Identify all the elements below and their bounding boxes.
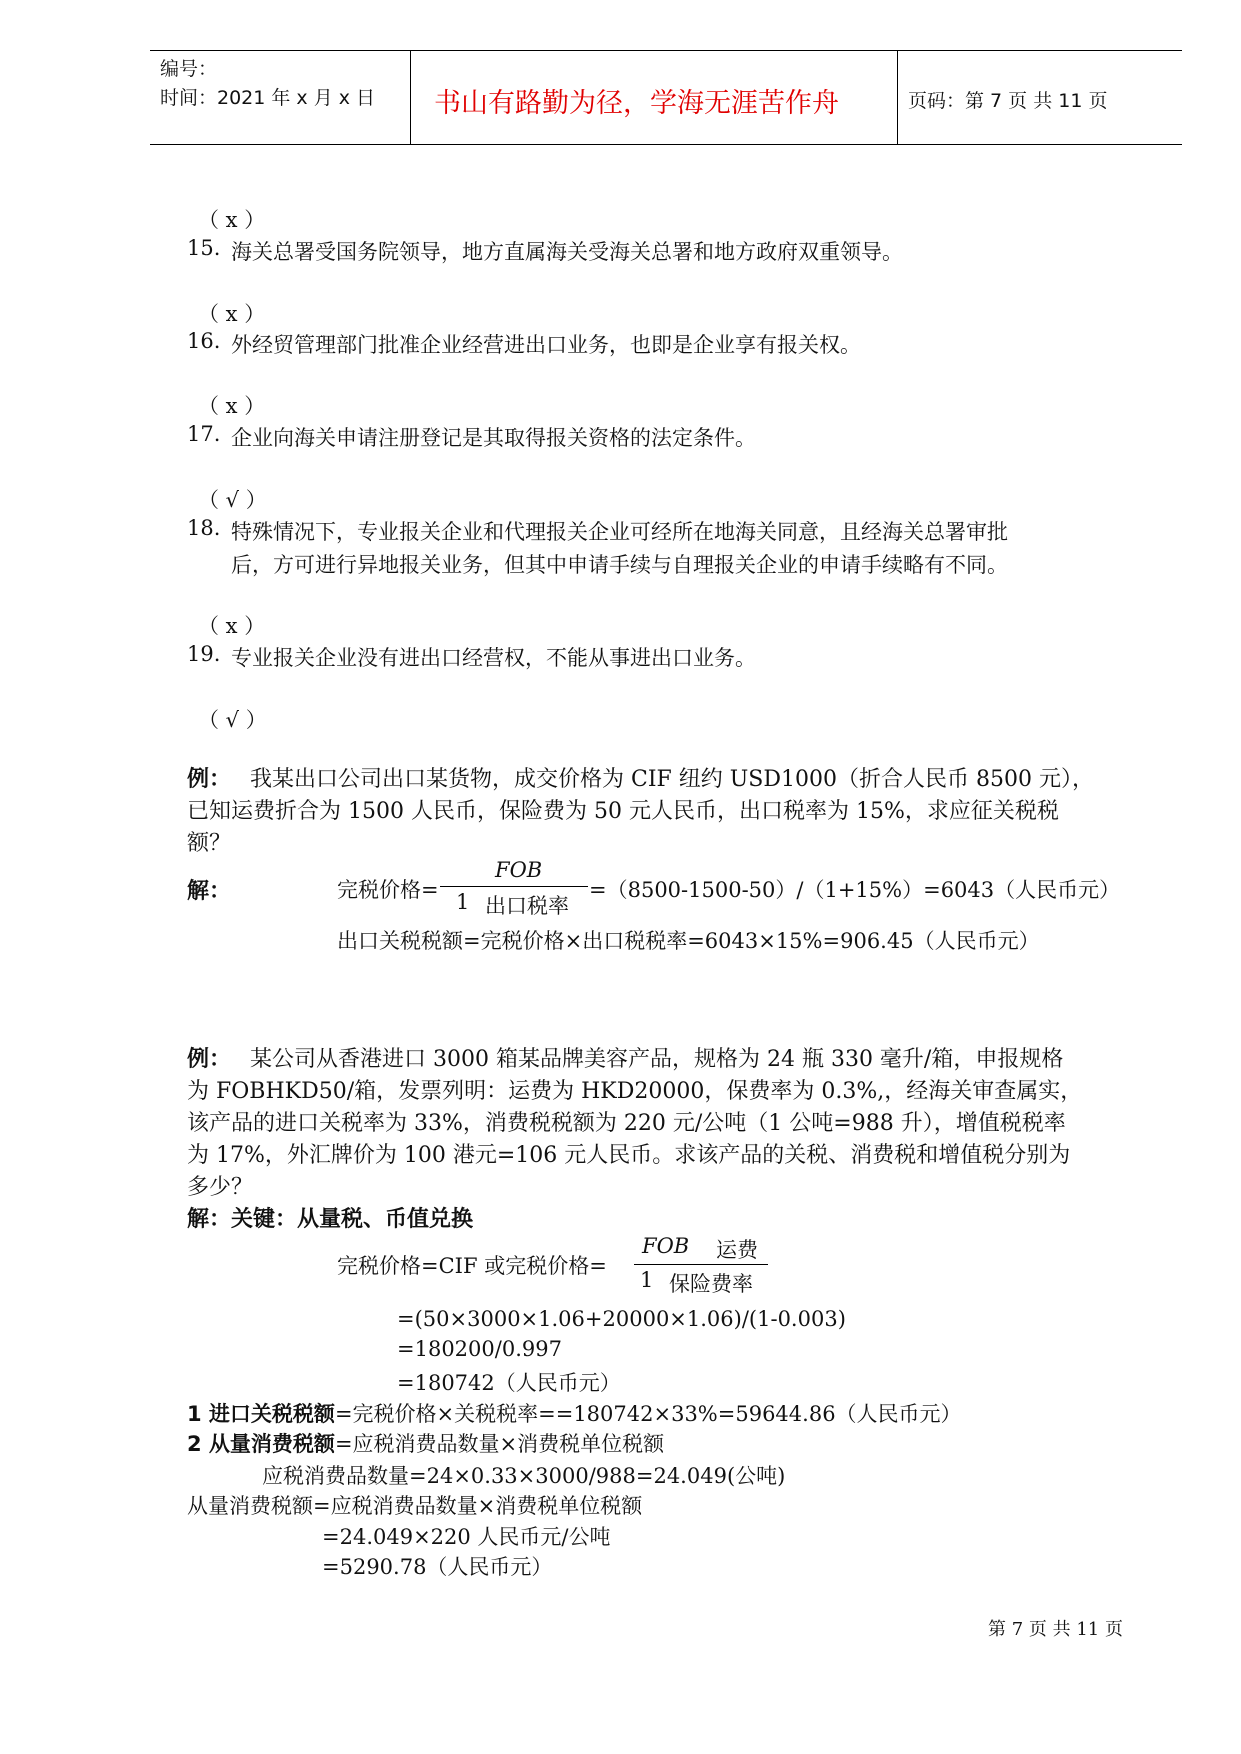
answer-mark: （ √ ） <box>198 488 267 512</box>
fraction-bar <box>440 886 588 887</box>
header-divider-right <box>897 50 898 145</box>
header-time: 时间：2021 年 x 月 x 日 <box>160 87 376 109</box>
fraction-numerator-b: 运费 <box>716 1238 758 1262</box>
solution-label: 解： <box>187 879 232 904</box>
question-text: 专业报关企业没有进出口经营权，不能从事进出口业务。 <box>231 646 756 670</box>
example-text-line: 多少？ <box>187 1175 254 1200</box>
fraction-denominator-one: 1 <box>640 1268 654 1292</box>
formula-lhs: 完税价格=CIF 或完税价格= <box>337 1254 607 1278</box>
fraction-bar <box>634 1264 768 1265</box>
header-motto: 书山有路勤为径，学海无涯苦作舟 <box>434 88 839 119</box>
footer-page-number: 第 7 页 共 11 页 <box>988 1619 1123 1640</box>
answer-mark: （ x ） <box>198 614 266 638</box>
question-number: 19. <box>187 642 221 666</box>
question-text: 海关总署受国务院领导，地方直属海关受海关总署和地方政府双重领导。 <box>231 240 903 264</box>
header-top-rule <box>150 50 1182 51</box>
answer-mark: （ x ） <box>198 394 266 418</box>
item-heading: 2 从量消费税额 <box>187 1432 335 1456</box>
quantity-line: 应税消费品数量=24×0.33×3000/988=24.049(公吨) <box>262 1464 786 1488</box>
example-text-line: 额？ <box>187 831 232 856</box>
item-formula: =应税消费品数量×消费税单位税额 <box>334 1432 665 1456</box>
example-text-line: 为 FOBHKD50/箱，发票列明：运费为 HKD20000，保费率为 0.3%,，经海关审查属实， <box>187 1079 1083 1104</box>
header-page-code: 页码：第 7 页 共 11 页 <box>908 90 1108 112</box>
formula-rhs: =（8500-1500-50）/（1+15%）=6043（人民币元） <box>589 878 1121 902</box>
answer-mark: （ x ） <box>198 302 266 326</box>
question-text-continued: 后，方可进行异地报关业务，但其中申请手续与自理报关企业的申请手续略有不同。 <box>231 553 1008 577</box>
fraction-denominator-one: 1 <box>456 890 470 914</box>
question-text: 外经贸管理部门批准企业经营进出口业务，也即是企业享有报关权。 <box>231 333 861 357</box>
answer-mark: （ x ） <box>198 208 266 232</box>
question-text: 企业向海关申请注册登记是其取得报关资格的法定条件。 <box>231 426 756 450</box>
calc-line: =180200/0.997 <box>397 1337 562 1361</box>
calc-line: =180742（人民币元） <box>397 1371 621 1395</box>
header-divider-left <box>410 50 411 145</box>
item-formula: =完税价格×关税税率==180742×33%=59644.86（人民币元） <box>334 1402 962 1426</box>
solution-key-line: 解：关键：从量税、币值兑换 <box>187 1207 474 1232</box>
example-text-line: 该产品的进口关税率为 33%，消费税税额为 220 元/公吨（1 公吨=988 升），增值税税率 <box>187 1111 1066 1136</box>
fraction-numerator-a: FOB <box>642 1234 690 1258</box>
formula-line: 从量消费税额=应税消费品数量×消费税单位税额 <box>187 1494 643 1518</box>
export-tax-line: 出口关税税额=完税价格×出口税税率=6043×15%=906.45（人民币元） <box>337 929 1040 953</box>
question-number: 16. <box>187 329 221 353</box>
formula-lhs: 完税价格= <box>337 878 439 902</box>
fraction-denominator: 出口税率 <box>485 894 569 918</box>
item-heading: 1 进口关税税额 <box>187 1402 335 1426</box>
answer-mark: （ √ ） <box>198 708 267 732</box>
example-label: 例： <box>187 767 232 792</box>
import-duty-line <box>187 1398 962 1428</box>
example-text-line: 某公司从香港进口 3000 箱某品牌美容产品，规格为 24 瓶 330 毫升/箱，申报规格 <box>250 1047 1064 1072</box>
example-text-line: 我某出口公司出口某货物，成交价格为 CIF 纽约 USD1000（折合人民币 8500 元）， <box>250 767 1094 792</box>
consumption-tax-line <box>187 1428 664 1458</box>
example-label: 例： <box>187 1047 232 1072</box>
calc-line: =5290.78（人民币元） <box>322 1555 553 1579</box>
example-text-line: 为 17%，外汇牌价为 100 港元=106 元人民币。求该产品的关税、消费税和增值税分别为 <box>187 1143 1071 1168</box>
fraction-denominator: 保险费率 <box>669 1272 753 1296</box>
question-text: 特殊情况下，专业报关企业和代理报关企业可经所在地海关同意，且经海关总署审批 <box>231 520 1008 544</box>
header-bottom-rule <box>150 144 1182 145</box>
question-number: 15. <box>187 236 221 260</box>
example-text-line: 已知运费折合为 1500 人民币，保险费为 50 元人民币，出口税率为 15%，求应征关税税 <box>187 799 1059 824</box>
calc-line: =(50×3000×1.06+20000×1.06)/(1-0.003) <box>397 1307 846 1331</box>
header-number-label: 编号： <box>160 58 218 80</box>
fraction-numerator: FOB <box>495 858 543 882</box>
calc-line: =24.049×220 人民币元/公吨 <box>322 1525 611 1549</box>
question-number: 17. <box>187 422 221 446</box>
question-number: 18. <box>187 516 221 540</box>
